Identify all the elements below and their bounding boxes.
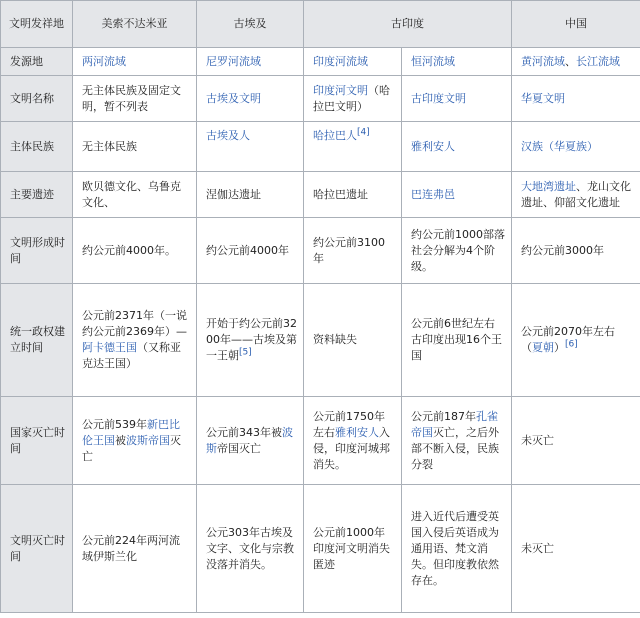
header-mesopotamia: 美索不达米亚 xyxy=(73,1,197,48)
link-han[interactable]: 汉族（华夏族） xyxy=(521,139,598,153)
corner-header: 文明发祥地 xyxy=(1,1,73,48)
civ-name-egypt xyxy=(197,76,304,122)
table-row xyxy=(1,218,640,284)
reference-4[interactable]: [4] xyxy=(357,127,370,138)
extinction-china: 未灭亡 xyxy=(512,485,640,613)
extinction-egypt: 公元303年古埃及文字、文化与宗教没落并消失。 xyxy=(197,485,304,613)
reference-6[interactable]: [6] xyxy=(565,339,578,350)
origin-india-b xyxy=(402,48,512,76)
header-row xyxy=(1,1,640,48)
link-india-civ[interactable]: 古印度文明 xyxy=(411,91,466,105)
header-egypt: 古埃及 xyxy=(197,1,304,48)
link-egyptians[interactable]: 古埃及人 xyxy=(206,129,250,142)
people-china xyxy=(512,122,640,172)
table-row xyxy=(1,122,640,172)
table-row xyxy=(1,397,640,485)
people-mesopotamia: 无主体民族 xyxy=(73,122,197,172)
reference-5[interactable]: [5] xyxy=(239,347,252,358)
sites-india-b xyxy=(402,172,512,218)
sites-india-a: 哈拉巴遗址 xyxy=(304,172,402,218)
link-aryans-2[interactable]: 雅利安人 xyxy=(335,425,379,439)
link-yellow-river[interactable]: 黄河流域 xyxy=(521,54,565,68)
link-indus[interactable]: 印度河流域 xyxy=(313,54,368,68)
civ-name-india-b xyxy=(402,76,512,122)
civ-name-china xyxy=(512,76,640,122)
link-dadiwan[interactable]: 大地湾遗址 xyxy=(521,179,576,193)
unification-egypt: 开始于约公元前3200年——古埃及第一王朝[5] xyxy=(197,284,304,397)
link-xia[interactable]: 夏朝 xyxy=(532,341,554,354)
unification-mesopotamia: 公元前2371年（一说约公元前2369年）—阿卡德王国（又称亚克达王国） xyxy=(73,284,197,397)
fall-india-b: 公元前187年孔雀帝国灭亡，之后外部不断入侵，民族分裂 xyxy=(402,397,512,485)
formation-india-b: 约公元前1000部落社会分解为4个阶级。 xyxy=(402,218,512,284)
link-persia[interactable]: 波斯 xyxy=(206,425,293,455)
link-egypt-civ[interactable]: 古埃及文明 xyxy=(206,91,261,105)
origin-china: 黄河流域、长江流域 xyxy=(512,48,640,76)
formation-india-a: 约公元前3100年 xyxy=(304,218,402,284)
civ-name-mesopotamia: 无主体民族及固定文明，暂不列表 xyxy=(73,76,197,122)
people-india-a xyxy=(304,122,402,172)
fall-india-a: 公元前1750年左右雅利安人入侵，印度河城邦消失。 xyxy=(304,397,402,485)
table-row xyxy=(1,172,640,218)
unification-india-a: 资料缺失 xyxy=(304,284,402,397)
fall-egypt: 公元前343年被波斯帝国灭亡 xyxy=(197,397,304,485)
formation-china: 约公元前3000年 xyxy=(512,218,640,284)
header-india: 古印度 xyxy=(304,1,512,48)
civ-name-india-a: 印度河文明（哈拉巴文明） xyxy=(304,76,402,122)
row-header-fall: 国家灭亡时间 xyxy=(1,397,73,485)
fall-mesopotamia: 公元前539年新巴比伦王国被波斯帝国灭亡 xyxy=(73,397,197,485)
table-row xyxy=(1,48,640,76)
extinction-mesopotamia: 公元前224年两河流域伊斯兰化 xyxy=(73,485,197,613)
table-row xyxy=(1,485,640,613)
link-nile[interactable]: 尼罗河流域 xyxy=(206,54,261,68)
formation-egypt: 约公元前4000年 xyxy=(197,218,304,284)
row-header-sites: 主要遗迹 xyxy=(1,172,73,218)
link-indus-civ[interactable]: 印度河文明 xyxy=(313,83,368,97)
link-huaxia-civ[interactable]: 华夏文明 xyxy=(521,91,565,105)
link-pataliputra[interactable]: 巴连弗邑 xyxy=(411,187,455,201)
unification-india-b: 公元前6世纪左右古印度出现16个王国 xyxy=(402,284,512,397)
fall-china: 未灭亡 xyxy=(512,397,640,485)
row-header-unification: 统一政权建立时间 xyxy=(1,284,73,397)
link-two-rivers[interactable]: 两河流域 xyxy=(82,54,126,68)
origin-mesopotamia xyxy=(73,48,197,76)
link-harappans[interactable]: 哈拉巴人 xyxy=(313,129,357,142)
row-header-extinction: 文明灭亡时间 xyxy=(1,485,73,613)
people-egypt xyxy=(197,122,304,172)
link-aryans[interactable]: 雅利安人 xyxy=(411,139,455,153)
origin-egypt xyxy=(197,48,304,76)
formation-mesopotamia: 约公元前4000年。 xyxy=(73,218,197,284)
link-neo-babylon[interactable]: 新巴比伦王国 xyxy=(82,417,180,447)
row-header-formation: 文明形成时间 xyxy=(1,218,73,284)
link-persian-empire[interactable]: 波斯帝国 xyxy=(126,433,170,447)
header-china: 中国 xyxy=(512,1,640,48)
link-yangtze[interactable]: 长江流域 xyxy=(576,54,620,68)
sites-china: 大地湾遗址、龙山文化遗址、仰韶文化遗址 xyxy=(512,172,640,218)
link-akkad[interactable]: 阿卡德王国 xyxy=(82,341,137,354)
unification-china: 公元前2070年左右（夏朝）[6] xyxy=(512,284,640,397)
sites-mesopotamia: 欧贝德文化、乌鲁克文化、 xyxy=(73,172,197,218)
table-row xyxy=(1,76,640,122)
table-row xyxy=(1,284,640,397)
sites-egypt: 涅伽达遗址 xyxy=(197,172,304,218)
row-header-origin: 发源地 xyxy=(1,48,73,76)
people-india-b xyxy=(402,122,512,172)
origin-india-a xyxy=(304,48,402,76)
extinction-india-a: 公元前1000年印度河文明消失匿迹 xyxy=(304,485,402,613)
row-header-people: 主体民族 xyxy=(1,122,73,172)
link-ganges[interactable]: 恒河流域 xyxy=(411,54,455,68)
row-header-civ-name: 文明名称 xyxy=(1,76,73,122)
extinction-india-b: 进入近代后遭受英国入侵后英语成为通用语、梵文消失。但印度教依然存在。 xyxy=(402,485,512,613)
link-maurya[interactable]: 孔雀帝国 xyxy=(411,409,498,439)
